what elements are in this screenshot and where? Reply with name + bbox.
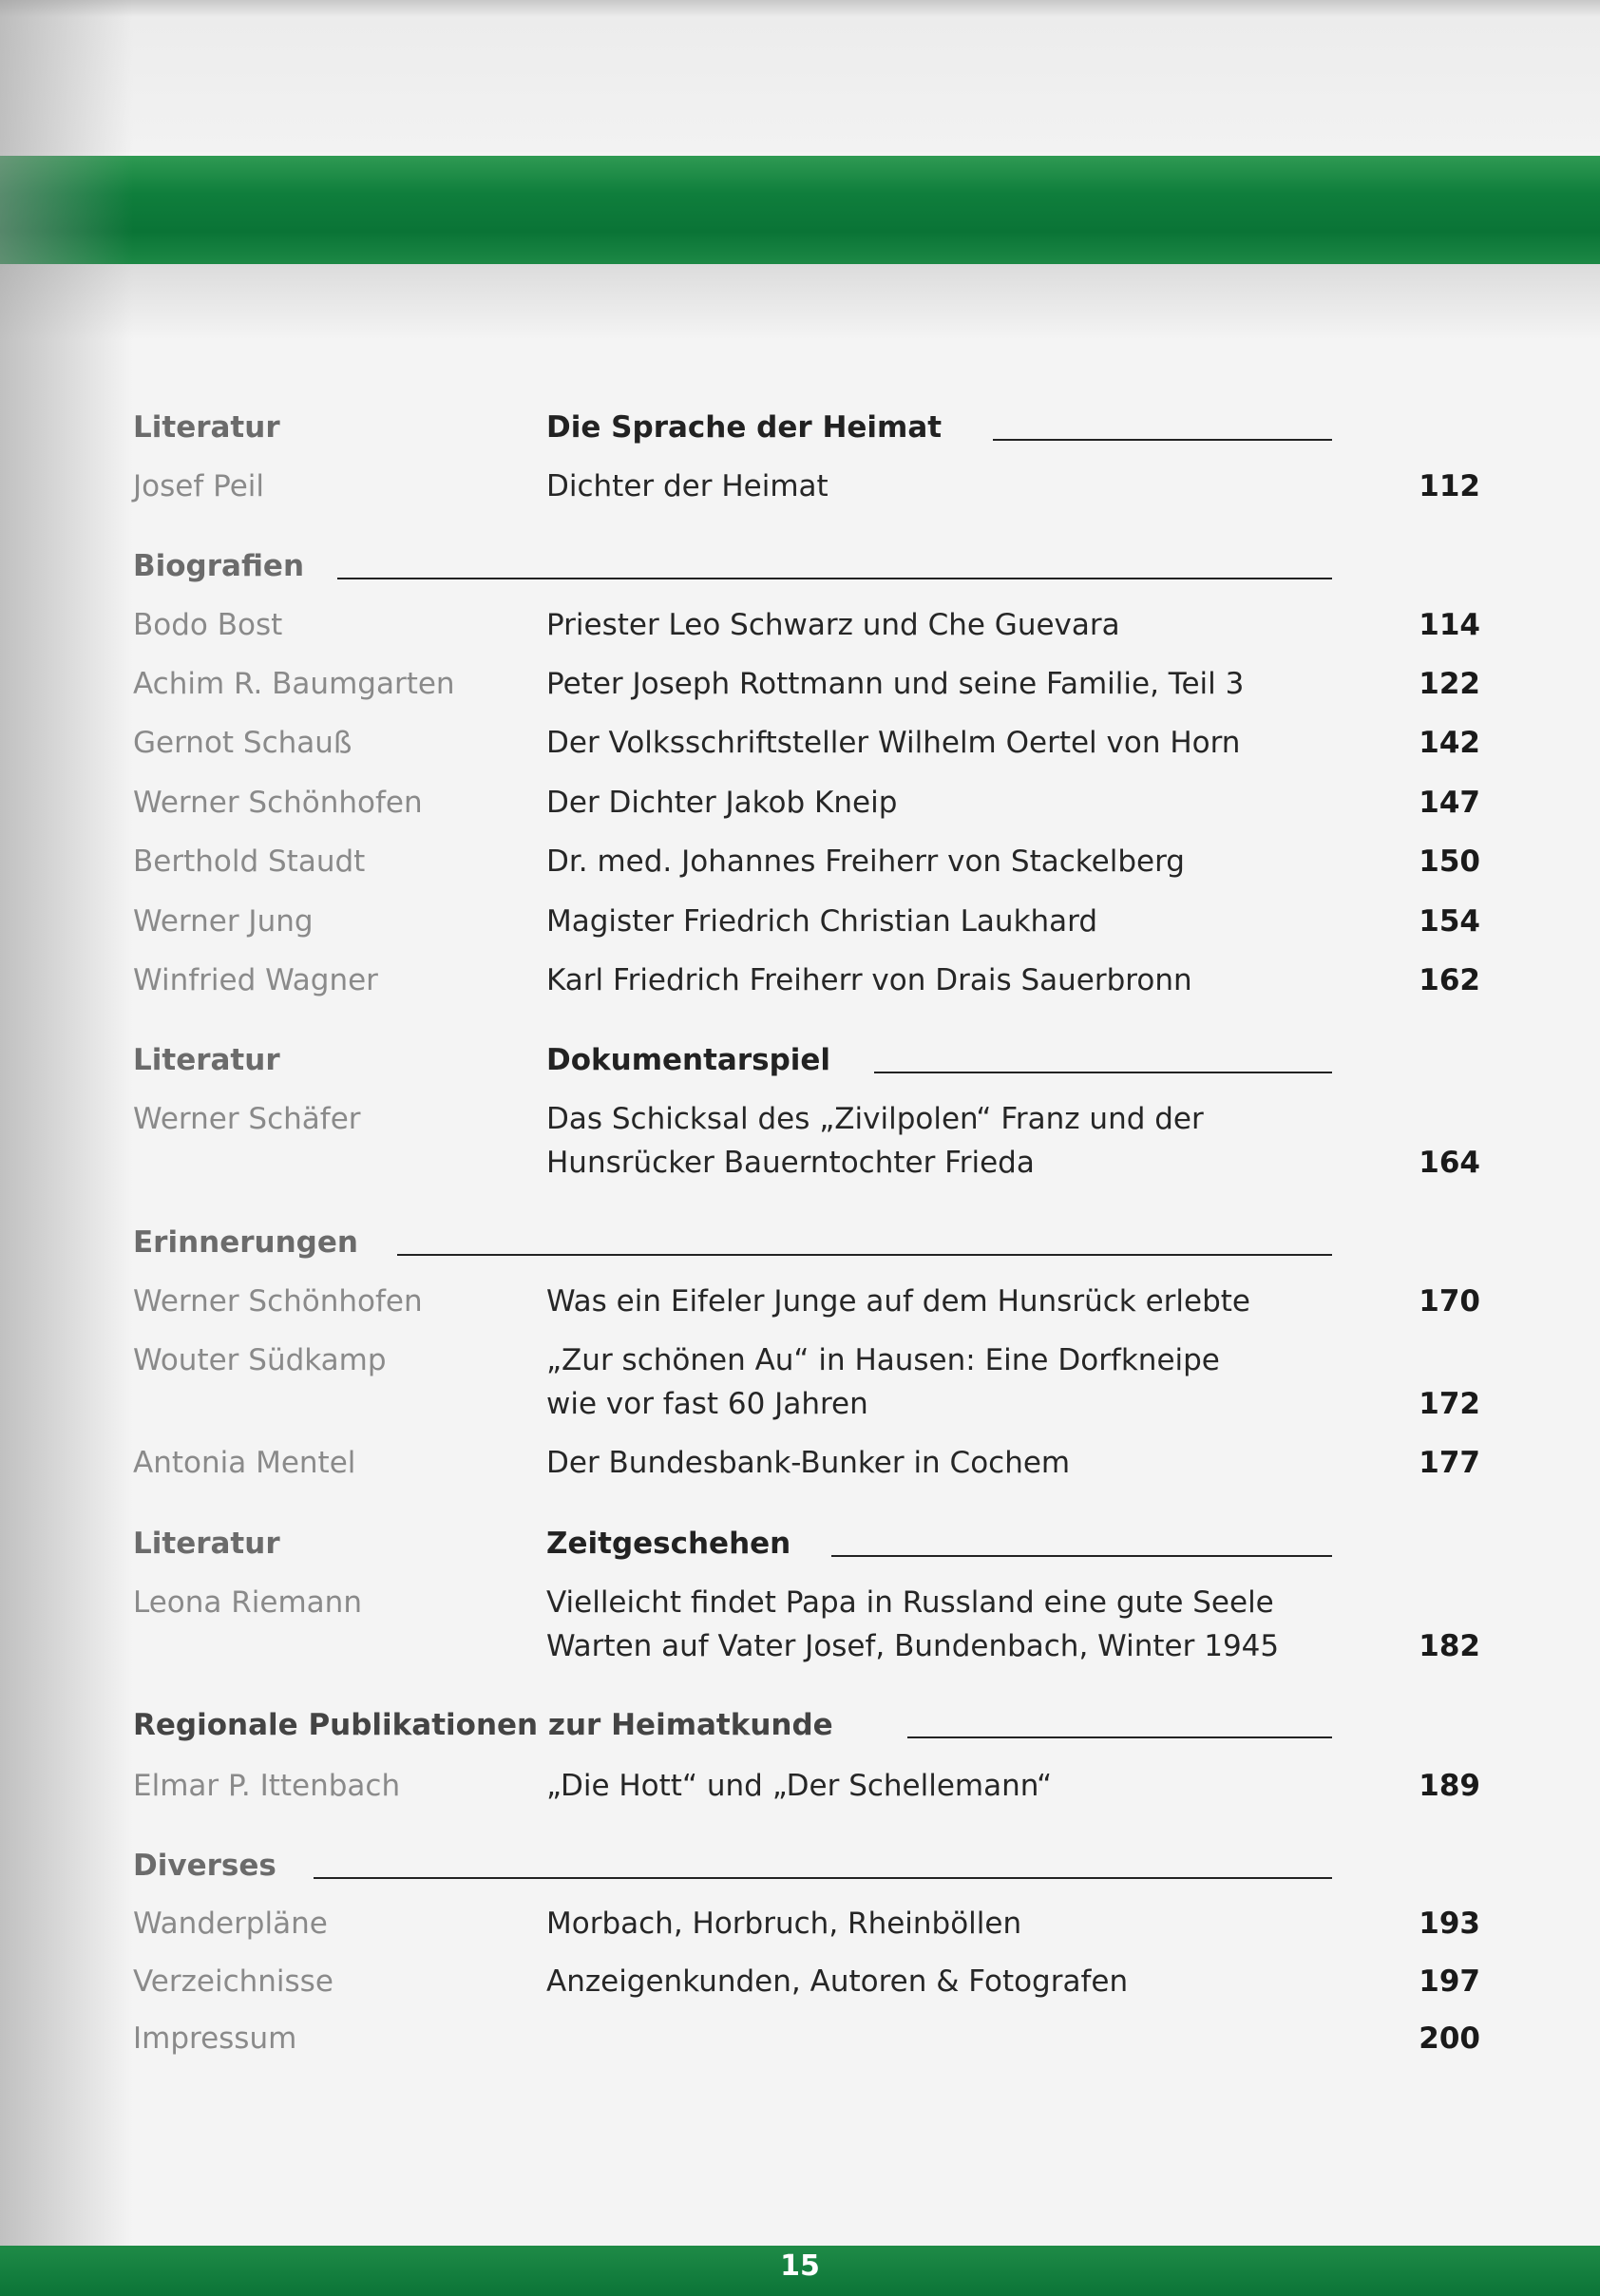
subsection-title: Dokumentarspiel bbox=[546, 1043, 831, 1077]
entry-title: Magister Friedrich Christian Laukhard bbox=[546, 904, 1098, 939]
entry-page-number: 197 bbox=[1419, 1964, 1480, 1999]
entry-page-number: 162 bbox=[1419, 963, 1480, 997]
entry-page-number: 189 bbox=[1419, 1769, 1480, 1803]
entry-author: Werner Schönhofen bbox=[133, 1284, 423, 1319]
entry-author: Impressum bbox=[133, 2021, 297, 2056]
section-title: Biografien bbox=[133, 549, 305, 583]
entry-author: Achim R. Baumgarten bbox=[133, 667, 455, 701]
entry-page-number: 172 bbox=[1419, 1387, 1480, 1421]
entry-title: Das Schicksal des „Zivilpolen“ Franz und der bbox=[546, 1102, 1204, 1136]
entry-author: Werner Schönhofen bbox=[133, 786, 423, 820]
section-rule bbox=[314, 1877, 1332, 1879]
category-label: Literatur bbox=[133, 410, 280, 445]
entry-title: Was ein Eifeler Junge auf dem Hunsrück erlebte bbox=[546, 1284, 1250, 1319]
entry-title: Der Bundesbank-Bunker in Cochem bbox=[546, 1446, 1071, 1480]
entry-title: Vielleicht findet Papa in Russland eine gute Seele bbox=[546, 1585, 1274, 1620]
section-title: Diverses bbox=[133, 1849, 276, 1883]
entry-page-number: 112 bbox=[1419, 469, 1480, 503]
entry-title: „Die Hott“ und „Der Schellemann“ bbox=[546, 1769, 1053, 1803]
entry-title: Der Dichter Jakob Kneip bbox=[546, 786, 898, 820]
section-rule bbox=[831, 1555, 1332, 1557]
section-rule bbox=[397, 1254, 1332, 1256]
entry-author: Berthold Staudt bbox=[133, 844, 366, 879]
entry-author: Josef Peil bbox=[133, 469, 264, 503]
page-top-shadow bbox=[0, 0, 1600, 152]
entry-author: Werner Schäfer bbox=[133, 1102, 361, 1136]
entry-page-number: 114 bbox=[1419, 608, 1480, 642]
entry-author: Antonia Mentel bbox=[133, 1446, 356, 1480]
entry-page-number: 170 bbox=[1419, 1284, 1480, 1319]
section-rule bbox=[993, 439, 1332, 441]
entry-author: Wanderpläne bbox=[133, 1907, 328, 1941]
entry-title: Priester Leo Schwarz und Che Guevara bbox=[546, 608, 1120, 642]
entry-page-number: 164 bbox=[1419, 1146, 1480, 1180]
entry-author: Leona Riemann bbox=[133, 1585, 362, 1620]
header-band-shadow bbox=[0, 264, 1600, 340]
category-label: Literatur bbox=[133, 1527, 280, 1561]
entry-page-number: 150 bbox=[1419, 844, 1480, 879]
entry-title: Dichter der Heimat bbox=[546, 469, 829, 503]
entry-page-number: 193 bbox=[1419, 1907, 1480, 1941]
entry-author: Elmar P. Ittenbach bbox=[133, 1769, 401, 1803]
entry-title-continued: wie vor fast 60 Jahren bbox=[546, 1387, 868, 1421]
section-rule bbox=[907, 1736, 1332, 1738]
entry-page-number: 200 bbox=[1419, 2021, 1480, 2056]
section-title: Erinnerungen bbox=[133, 1225, 358, 1260]
entry-page-number: 147 bbox=[1419, 786, 1480, 820]
entry-page-number: 182 bbox=[1419, 1629, 1480, 1663]
entry-title: Peter Joseph Rottmann und seine Familie, Teil 3 bbox=[546, 667, 1245, 701]
entry-title: „Zur schönen Au“ in Hausen: Eine Dorfkneipe bbox=[546, 1343, 1220, 1377]
subsection-title: Zeitgeschehen bbox=[546, 1527, 791, 1561]
entry-page-number: 142 bbox=[1419, 726, 1480, 760]
entry-author: Wouter Südkamp bbox=[133, 1343, 387, 1377]
subsection-title: Die Sprache der Heimat bbox=[546, 410, 943, 445]
page-gutter-shadow bbox=[0, 0, 133, 2296]
category-label: Literatur bbox=[133, 1043, 280, 1077]
entry-page-number: 154 bbox=[1419, 904, 1480, 939]
section-title: Regionale Publikationen zur Heimatkunde bbox=[133, 1708, 833, 1742]
entry-author: Gernot Schauß bbox=[133, 726, 352, 760]
entry-title: Anzeigenkunden, Autoren & Fotografen bbox=[546, 1964, 1129, 1999]
entry-title-continued: Warten auf Vater Josef, Bundenbach, Winter 1945 bbox=[546, 1629, 1280, 1663]
entry-page-number: 122 bbox=[1419, 667, 1480, 701]
entry-author: Winfried Wagner bbox=[133, 963, 378, 997]
entry-title: Dr. med. Johannes Freiherr von Stackelberg bbox=[546, 844, 1185, 879]
entry-title: Karl Friedrich Freiherr von Drais Sauerbronn bbox=[546, 963, 1192, 997]
entry-author: Werner Jung bbox=[133, 904, 314, 939]
header-band bbox=[0, 156, 1600, 264]
entry-title: Der Volksschriftsteller Wilhelm Oertel von Horn bbox=[546, 726, 1241, 760]
entry-title-continued: Hunsrücker Bauerntochter Frieda bbox=[546, 1146, 1035, 1180]
section-rule bbox=[874, 1072, 1332, 1073]
entry-page-number: 177 bbox=[1419, 1446, 1480, 1480]
page-number: 15 bbox=[780, 2249, 820, 2283]
entry-title: Morbach, Horbruch, Rheinböllen bbox=[546, 1907, 1022, 1941]
entry-author: Bodo Bost bbox=[133, 608, 283, 642]
section-rule bbox=[337, 578, 1332, 579]
entry-author: Verzeichnisse bbox=[133, 1964, 333, 1999]
